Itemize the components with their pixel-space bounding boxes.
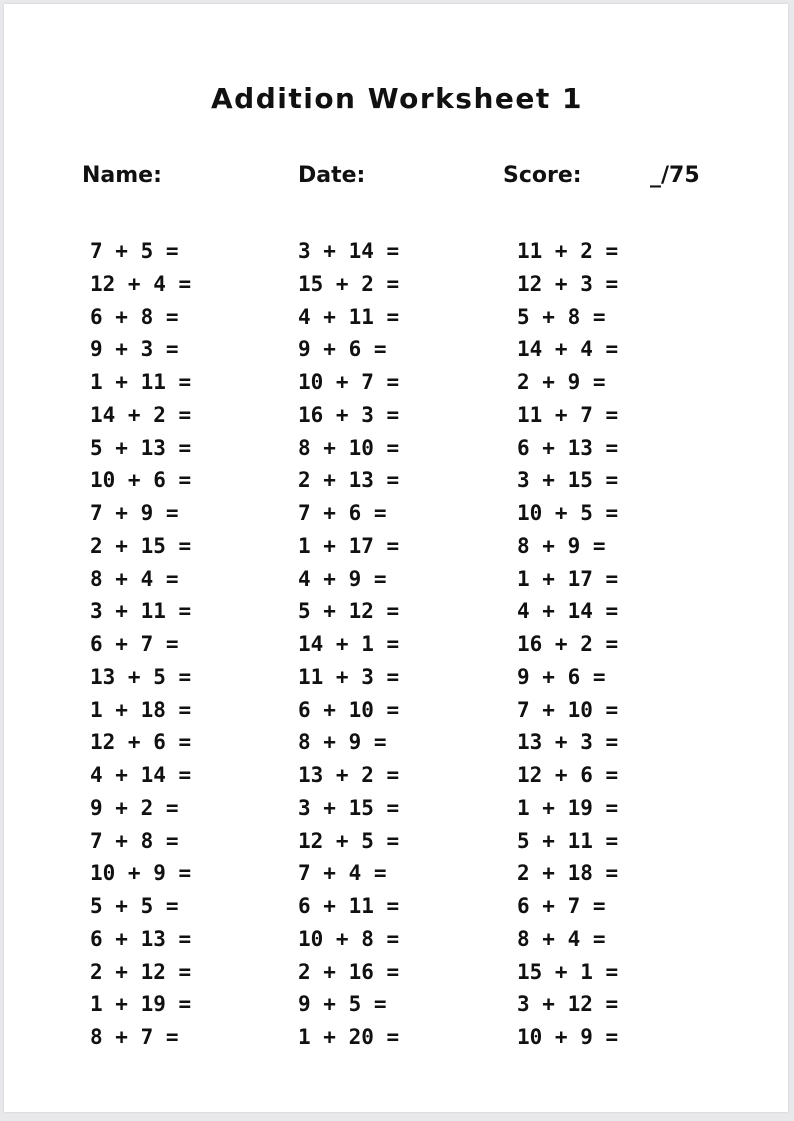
- problem-item: 5 + 12 =: [298, 599, 400, 624]
- problem-item: 15 + 1 =: [517, 959, 619, 984]
- problem-item: 5 + 11 =: [517, 828, 619, 853]
- problem-item: 12 + 6 =: [90, 730, 192, 755]
- score-label: Score:: [503, 163, 582, 188]
- problem-item: 7 + 5 =: [90, 239, 179, 263]
- problem-item: 9 + 2 =: [90, 795, 179, 820]
- problem-item: 8 + 7 =: [90, 1025, 179, 1049]
- problem-item: 1 + 17 =: [298, 533, 400, 558]
- problem-item: 1 + 11 =: [90, 370, 192, 394]
- problem-item: 13 + 2 =: [298, 763, 400, 787]
- problem-item: 2 + 18 =: [517, 861, 619, 886]
- problem-item: 10 + 8 =: [298, 926, 400, 951]
- problem-item: 16 + 3 =: [298, 402, 400, 427]
- problem-item: 2 + 15 =: [90, 533, 192, 558]
- problem-column-2: [298, 235, 498, 1054]
- problem-item: 3 + 15 =: [298, 795, 400, 820]
- problem-item: 16 + 2 =: [517, 632, 619, 656]
- problem-item: 1 + 20 =: [298, 1025, 400, 1049]
- problem-item: 2 + 13 =: [298, 468, 400, 493]
- problem-item: 6 + 13 =: [517, 435, 619, 460]
- problem-item: 10 + 6 =: [90, 468, 192, 493]
- problem-item: 2 + 16 =: [298, 959, 400, 984]
- problem-item: 7 + 4 =: [298, 861, 387, 886]
- problem-item: 8 + 10 =: [298, 435, 400, 460]
- problem-column-1: [90, 235, 290, 1054]
- problem-item: 10 + 9 =: [90, 861, 192, 886]
- problem-item: 8 + 4 =: [517, 926, 606, 951]
- problem-column-3: [517, 235, 717, 1054]
- problem-item: 9 + 3 =: [90, 337, 179, 362]
- problem-item: 3 + 11 =: [90, 599, 192, 624]
- problem-item: 3 + 12 =: [517, 992, 619, 1017]
- problem-item: 9 + 6 =: [517, 664, 606, 689]
- problem-item: 11 + 2 =: [517, 239, 619, 263]
- problem-item: 1 + 17 =: [517, 566, 619, 591]
- problem-item: 1 + 18 =: [90, 697, 192, 722]
- problem-item: 8 + 4 =: [90, 566, 179, 591]
- score-total: _/75: [650, 163, 700, 188]
- problem-item: 2 + 12 =: [90, 959, 192, 984]
- problem-item: 7 + 10 =: [517, 697, 619, 722]
- problem-item: 13 + 5 =: [90, 664, 192, 689]
- problem-item: 10 + 9 =: [517, 1025, 619, 1049]
- problem-item: 4 + 14 =: [517, 599, 619, 624]
- problem-item: 13 + 3 =: [517, 730, 619, 755]
- problem-item: 6 + 13 =: [90, 926, 192, 951]
- problem-item: 6 + 10 =: [298, 697, 400, 722]
- problem-item: 6 + 7 =: [90, 632, 179, 656]
- problem-item: 8 + 9 =: [298, 730, 387, 755]
- problem-item: 3 + 14 =: [298, 239, 400, 263]
- problem-item: 6 + 11 =: [298, 894, 400, 918]
- problem-item: 12 + 6 =: [517, 763, 619, 787]
- problem-item: 4 + 9 =: [298, 566, 387, 591]
- problem-item: 12 + 3 =: [517, 271, 619, 296]
- problem-item: 5 + 5 =: [90, 894, 179, 918]
- problem-item: 14 + 1 =: [298, 632, 400, 656]
- problem-item: 4 + 14 =: [90, 763, 192, 787]
- problem-item: 6 + 8 =: [90, 304, 179, 329]
- problem-item: 7 + 6 =: [298, 501, 387, 525]
- problem-item: 6 + 7 =: [517, 894, 606, 918]
- problem-item: 2 + 9 =: [517, 370, 606, 394]
- problem-item: 10 + 5 =: [517, 501, 619, 525]
- problem-item: 4 + 11 =: [298, 304, 400, 329]
- problem-item: 12 + 5 =: [298, 828, 400, 853]
- problem-item: 7 + 8 =: [90, 828, 179, 853]
- problem-item: 5 + 13 =: [90, 435, 192, 460]
- problem-item: 15 + 2 =: [298, 271, 400, 296]
- date-label: Date:: [298, 163, 366, 188]
- problem-item: 10 + 7 =: [298, 370, 400, 394]
- problem-item: 14 + 4 =: [517, 337, 619, 362]
- problem-item: 11 + 3 =: [298, 664, 400, 689]
- problem-item: 9 + 5 =: [298, 992, 387, 1017]
- problem-item: 3 + 15 =: [517, 468, 619, 493]
- problem-item: 12 + 4 =: [90, 271, 192, 296]
- problem-item: 5 + 8 =: [517, 304, 606, 329]
- name-label: Name:: [82, 163, 162, 188]
- worksheet-title: Addition Worksheet 1: [210, 82, 583, 115]
- problem-item: 11 + 7 =: [517, 402, 619, 427]
- problem-item: 9 + 6 =: [298, 337, 387, 362]
- problem-item: 14 + 2 =: [90, 402, 192, 427]
- problem-item: 1 + 19 =: [90, 992, 192, 1017]
- problem-item: 1 + 19 =: [517, 795, 619, 820]
- problem-item: 8 + 9 =: [517, 533, 606, 558]
- problem-item: 7 + 9 =: [90, 501, 179, 525]
